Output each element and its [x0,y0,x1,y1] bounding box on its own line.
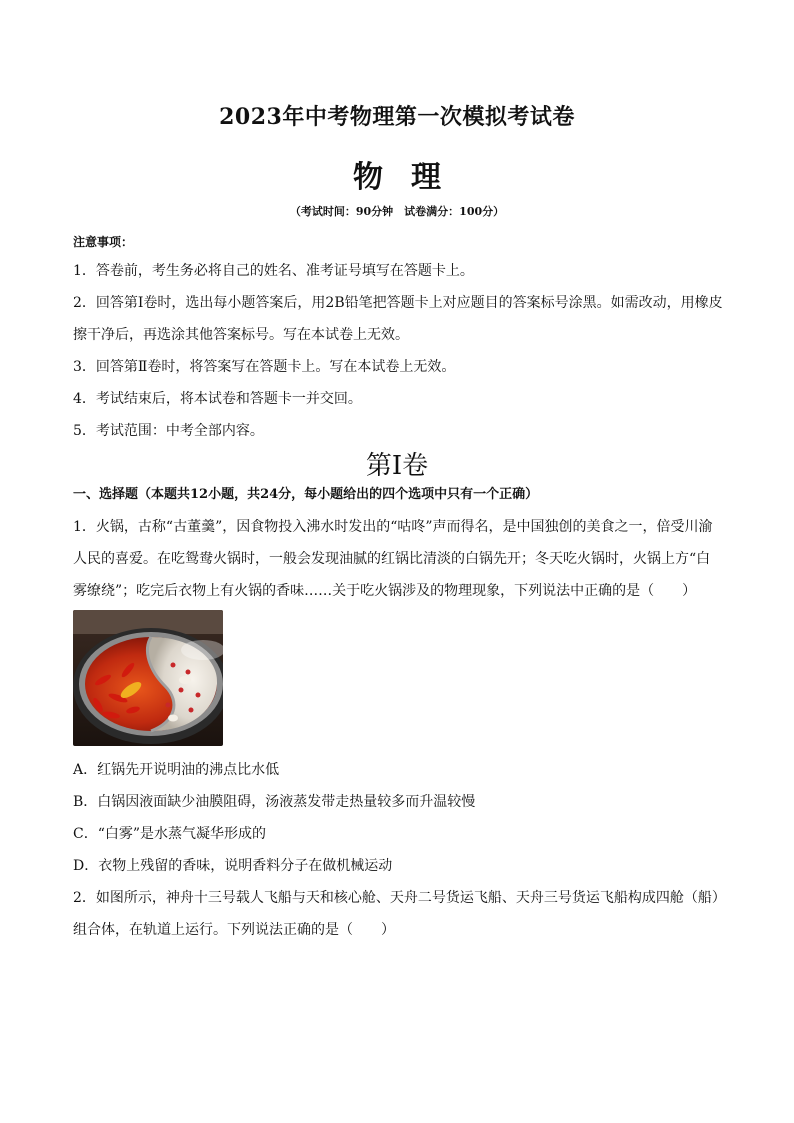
question-2-stem: 2．如图所示，神舟十三号载人飞船与天和核心舱、天舟二号货运飞船、天舟三号货运飞船构成四舱（船）组合体，在轨道上运行。下列说法正确的是（ ） [73,890,719,938]
section-title: 第Ⅰ卷 [365,451,429,481]
question-1-option-d: D．衣物上残留的香味，说明香料分子在做机械运动 [73,858,393,874]
part-heading: 一、选择题（本题共12小题，共24分，每小题给出的四个选项中只有一个正确） [73,487,539,502]
question-1-option-a: A．红锅先开说明油的沸点比水低 [73,762,280,778]
hotpot-photo [73,610,223,746]
question-1-option-c: C．“白雾”是水蒸气凝华形成的 [73,826,267,842]
question-1-stem: 1．火锅，古称“古董羹”，因食物投入沸水时发出的“咕咚”声而得名，是中国独创的美食之一，倍受川渝人民的喜爱。在吃鸳鸯火锅时，一般会发现油腻的红锅比清淡的白锅先开；冬天吃火锅时，火锅上方“白雾缭绕”；吃完后衣物上有火锅的香味……关于吃火锅涉及的物理现象，下列说法中正确的是（ ） [73,519,713,599]
hotpot-image [73,610,223,746]
note-item-4: 4．考试结束后，将本试卷和答题卡一并交回。 [73,391,362,407]
note-item-1: 1．答卷前，考生务必将自己的姓名、准考证号填写在答题卡上。 [73,263,474,279]
exam-info: （考试时间：90分钟 试卷满分：100分） [289,205,505,218]
notes-heading: 注意事项： [73,235,134,249]
note-item-5: 5．考试范围：中考全部内容。 [73,423,264,439]
note-item-2: 2．回答第Ⅰ卷时，选出每小题答案后，用2B铅笔把答题卡上对应题目的答案标号涂黑。如需改动，用橡皮擦干净后，再选涂其他答案标号。写在本试卷上无效。 [73,295,723,343]
question-1-option-b: B．白锅因液面缺少油膜阻碍，汤液蒸发带走热量较多而升温较慢 [73,794,476,810]
exam-title: 2023年中考物理第一次模拟考试卷 [219,104,575,130]
note-item-3: 3．回答第Ⅱ卷时，将答案写在答题卡上。写在本试卷上无效。 [73,359,456,375]
subject-title: 物理 [353,160,469,195]
